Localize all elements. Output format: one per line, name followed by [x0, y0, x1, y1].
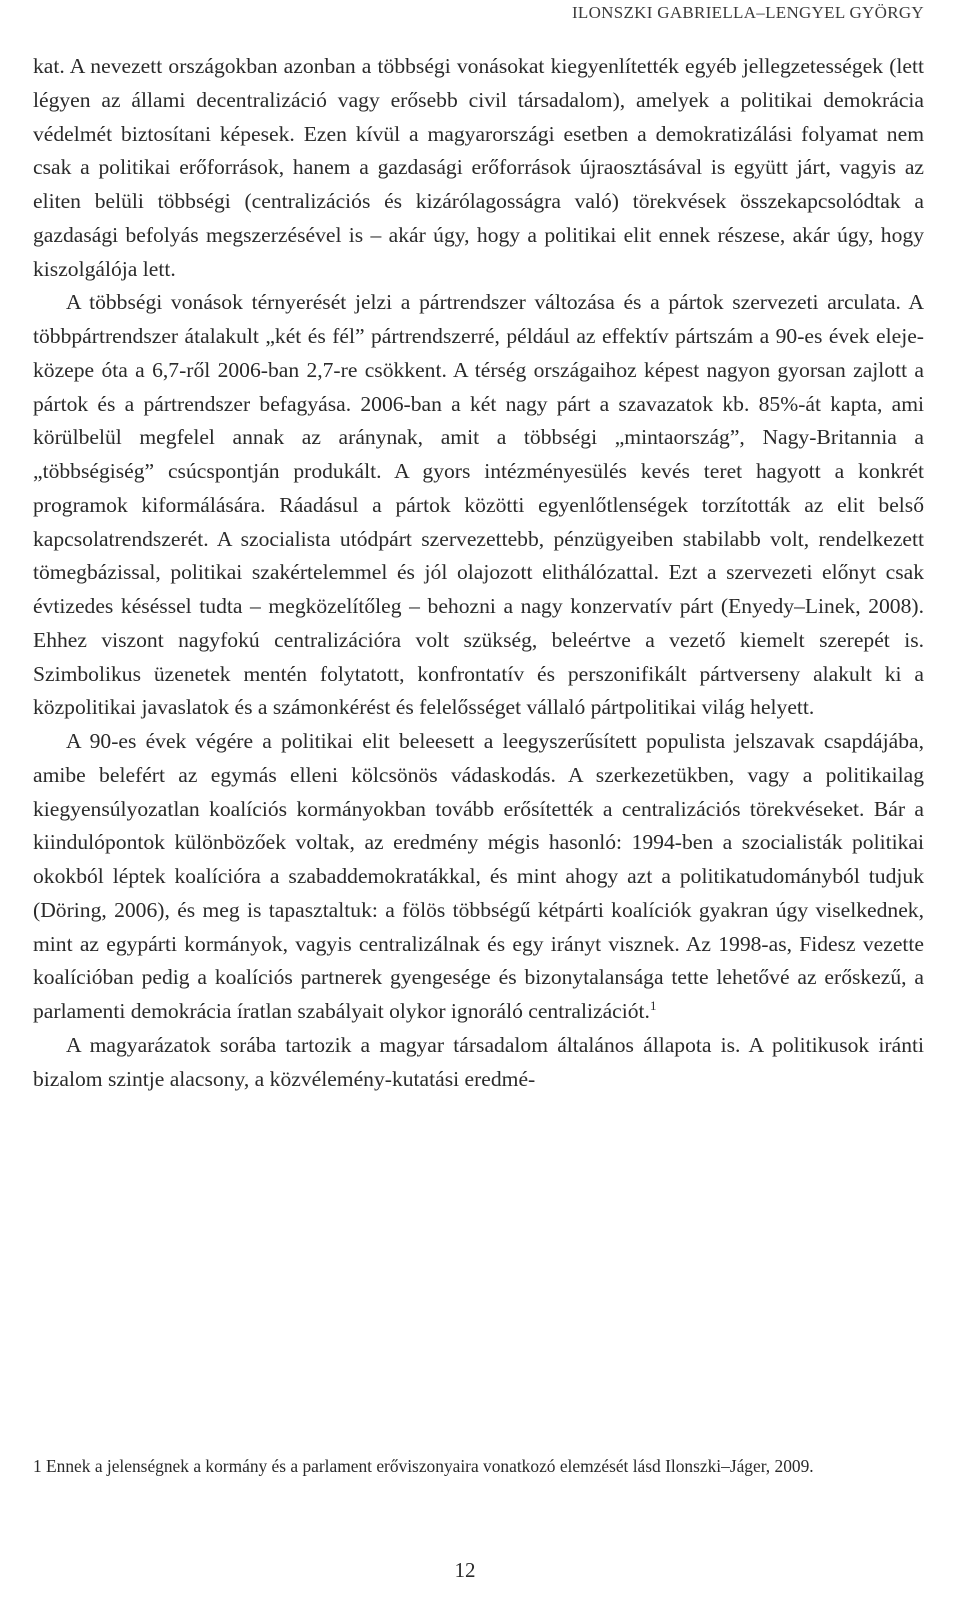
- running-header: ILONSZKI GABRIELLA–LENGYEL GYÖRGY: [571, 3, 924, 22]
- page-number: 12: [454, 1558, 476, 1582]
- body-text: [33, 50, 924, 1096]
- paragraph-3: [33, 725, 924, 1029]
- footnote-ref: 1: [649, 998, 657, 1013]
- paragraph-text: A magyarázatok sorába tartozik a magyar társadalom általános állapota is. A politikusok iránti bizalom szintje alacsony, a közvélemény-kutatási eredmé-: [33, 1032, 924, 1091]
- paragraph-text: A többségi vonások térnyerését jelzi a pártrendszer változása és a pártok szervezeti arculata. A többpártrendszer átalakult „két és fél” pártrendszerré, például az effektív pártszám a 90-es évek eleje-közepe óta a 6,7-ről 2006-ban 2,7-re csökkent. A térség országaihoz képest nagyon gyorsan zajlott a pártok és a pártrendszer befagyása. 2006-ban a két nagy párt a szavazatok kb. 85%-át kapta, ami körülbelül megfelel annak az aránynak, amit a többségi „mintaország”, Nagy-Britannia a „többségiség” csúcspontján produkált. A gyors intézményesülés kevés teret hagyott a konkrét programok kiformálására. Ráadásul a pártok közötti egyenlőtlenségek torzították az elit belső kapcsolatrendszerét. A szocialista utódpárt szervezettebb, pénzügyeiben stabilabb volt, rendelkezett tömegbázissal, politikai szakértelemmel és jól olajozott elithálózattal. Ezt a szervezeti előnyt csak évtizedes késéssel tudta – megközelítőleg – behozni a nagy konzervatív párt (Enyedy–Linek, 2008). Ehhez viszont nagyfokú centralizációra volt szükség, beleértve a vezető kiemelt szerepét is. Szimbolikus üzenetek mentén folytatott, konfrontatív és perszonifikált pártverseny alakult ki a közpolitikai javaslatok és a számonkérést és felelősséget vállaló pártpolitikai világ helyett.: [33, 290, 924, 720]
- paragraph-text: A 90-es évek végére a politikai elit beleesett a leegyszerűsített populista jelszavak csapdájába, amibe belefért az egymás elleni kölcsönös vádaskodás. A szerkezetükben, vagy a politikailag kiegyensúlyozatlan koalíciós kormányokban tovább erősítették a centralizációs törekvéseket. Bár a kiindulópontok különbözőek voltak, az eredmény mégis hasonló: 1994-ben a szocialisták politikai okokból léptek koalícióra a szabaddemokratákkal, és mint ahogy azt a politikatudományból tudjuk (Döring, 2006), és meg is tapasztaltuk: a fölös többségű kétpárti koalíciók gyakran úgy viselkednek, mint az egypárti kormányok, vagyis centralizálnak és egy irányt visznek. Az 1998-as, Fidesz vezette koalícióban pedig a koalíciós partnerek gyengesége és bizonytalansága tette lehetővé az erőskezű, a parlamenti demokrácia íratlan szabályait olykor ignoráló centralizációt.: [33, 729, 924, 1023]
- footnote: 1 Ennek a jelenségnek a kormány és a parlament erőviszonyaira vonatkozó elemzését lásd Ilonszki–Jáger, 2009.: [33, 1456, 814, 1476]
- paragraph-2: [33, 286, 924, 725]
- paragraph-1: [33, 50, 924, 286]
- paragraph-4: [33, 1029, 924, 1097]
- paragraph-text: kat. A nevezett országokban azonban a többségi vonásokat kiegyenlítették egyéb jellegzetességek (lett légyen az állami decentralizáció vagy erősebb civil társadalom), amelyek a politikai demokrácia védelmét biztosítani képesek. Ezen kívül a magyarországi esetben a demokratizálási folyamat nem csak a politikai erőforrások, hanem a gazdasági erőforrások újraosztásával is együtt járt, vagyis az eliten belüli többségi (centralizációs és kizárólagosságra való) törekvések összekapcsolódtak a gazdasági befolyás megszerzésével is – akár úgy, hogy a politikai elit ennek részese, akár úgy, hogy kiszolgálója lett.: [33, 54, 924, 281]
